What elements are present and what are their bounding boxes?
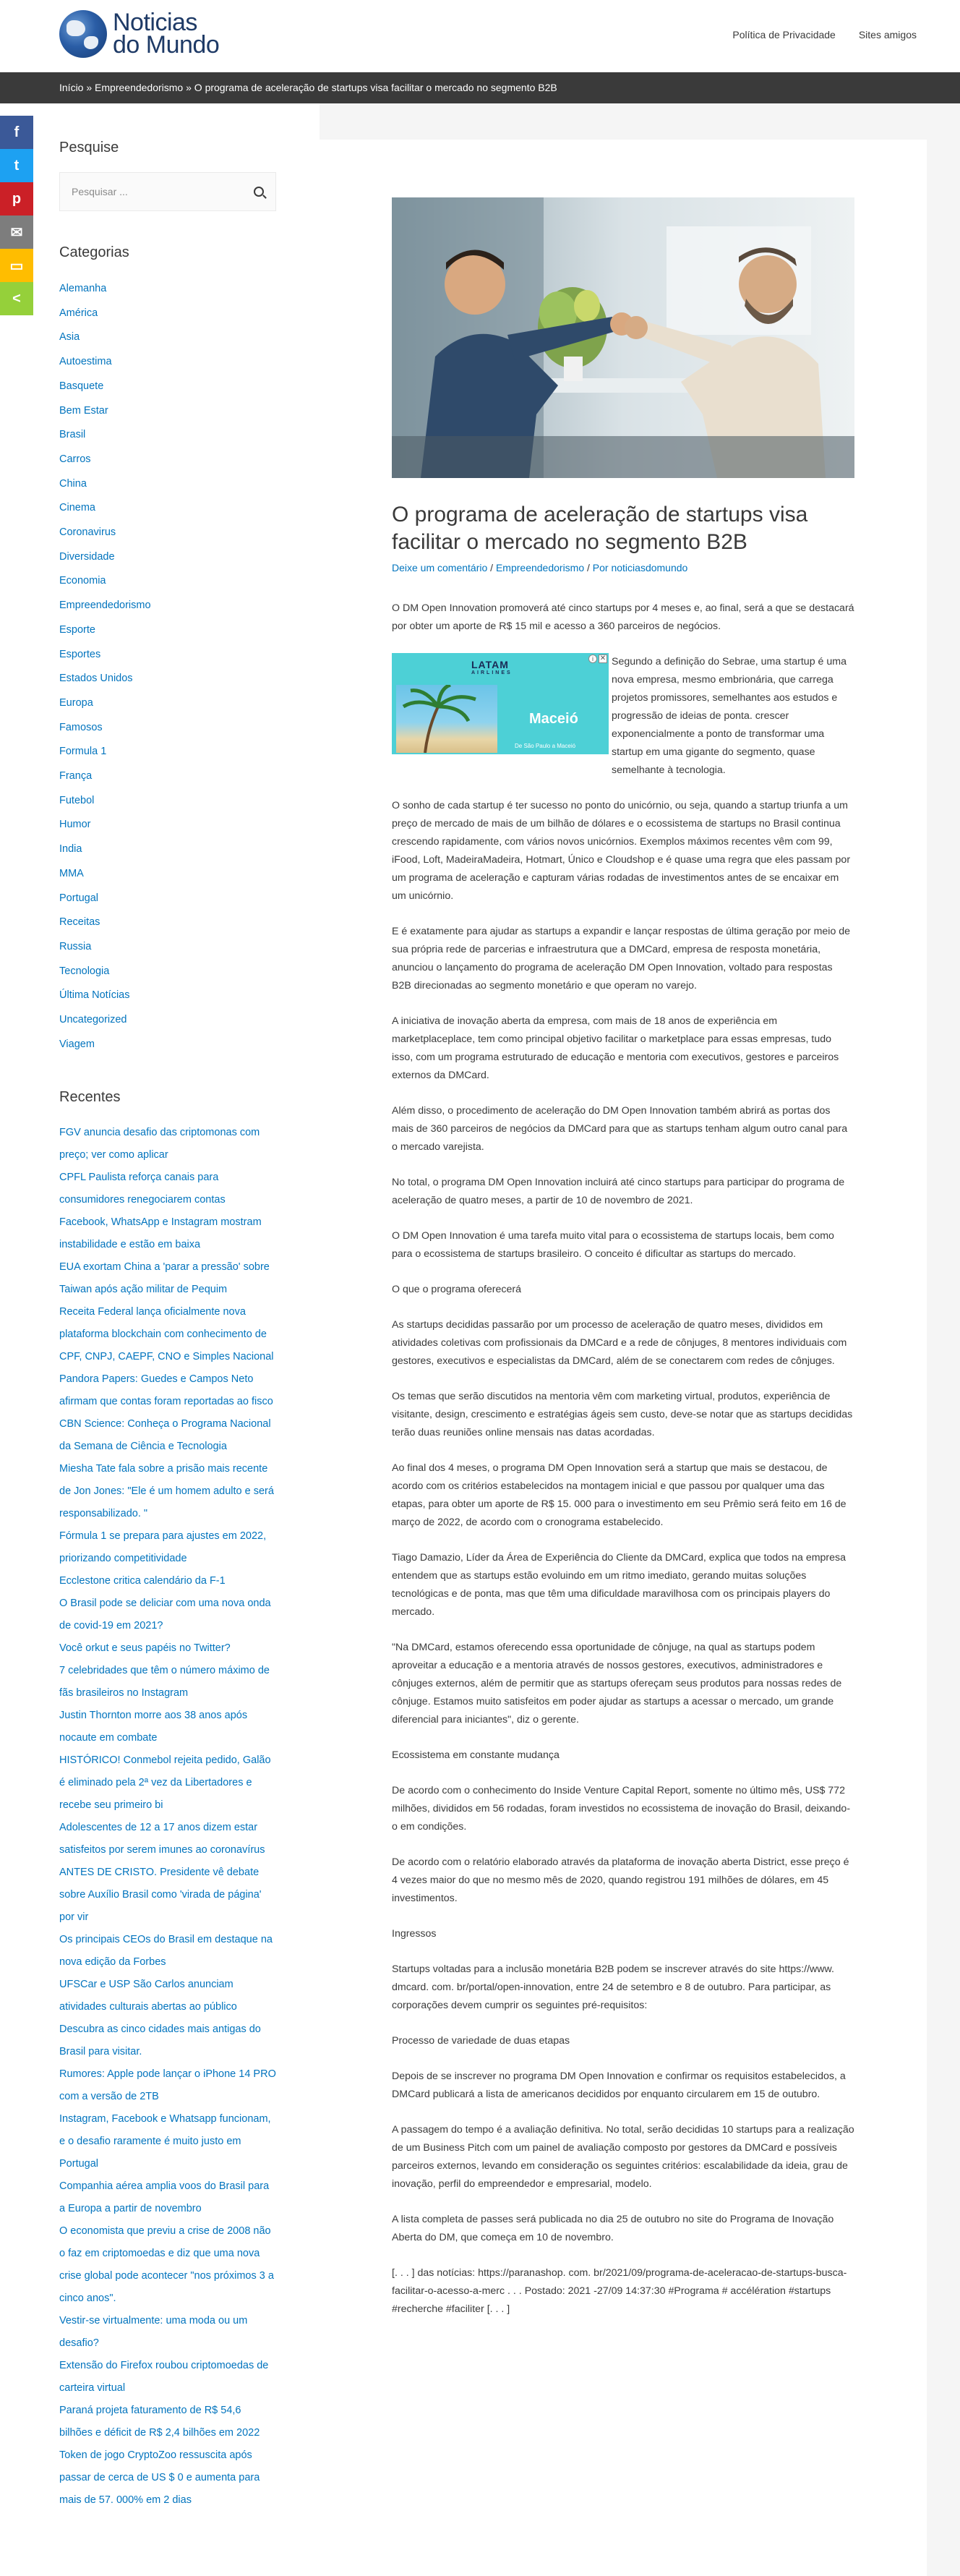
categories-heading: Categorias [59,244,129,260]
article-source: [. . . ] das notícias: https://paranashop. com. br/2021/09/programa-de-aceleracao-de-startups-busca-facilitar-o-acesso-a-merc . . . Postado: 2021 -27/09 14:37:30 #Programa # accélération #startups #recherche #faciliter [. . . ] [392,2267,847,2315]
recent-post-link[interactable]: Vestir-se virtualmente: uma moda ou um desafio? [59,2314,248,2349]
category-link[interactable]: França [59,770,93,782]
ad-banner[interactable] [392,653,609,754]
recent-post-item [59,2444,276,2512]
recent-post-item [59,1122,276,1167]
article-subheading: Ingressos [392,1928,437,1940]
category-item [59,960,320,984]
category-item [59,789,320,814]
recent-post-link[interactable]: CBN Science: Conheça o Programa Nacional da Semana de Ciência e Tecnologia [59,1417,271,1452]
category-link[interactable]: Portugal [59,892,99,904]
recent-post-link[interactable]: Token de jogo CryptoZoo ressuscita após passar de cerca de US $ 0 e aumenta para mais de 57. 000% em 2 dias [59,2449,260,2506]
recent-post-link[interactable]: O Brasil pode se deliciar com uma nova onda de covid-19 em 2021? [59,1597,271,1632]
globe-logo-icon [59,10,107,58]
category-item [59,277,320,302]
search-placeholder: Pesquisar ... [72,186,128,197]
article-meta [392,562,854,573]
category-item [59,594,320,618]
article-hero-image [392,197,854,478]
site-header [0,0,960,72]
category-item [59,910,320,935]
recent-post-link[interactable]: Descubra as cinco cidades mais antigas do Brasil para visitar. [59,2023,261,2057]
breadcrumb-category[interactable]: Empreendedorismo [95,82,184,93]
category-link[interactable]: Formula 1 [59,746,107,758]
recent-post-item [59,2175,276,2220]
site-logo[interactable] [59,10,219,58]
ad-city: Maceió [529,711,578,727]
ad-brand-name: LATAM [471,659,509,670]
article-paragraph: Segundo a definição do Sebrae, uma startup é uma nova empresa, mesmo embrionária, que carrega projetos promissores, semelhantes aos estudos e progressão de ideias de ponta. crescer exponencialmente a ponto de transformar uma startup em uma gigante do segmento, quase semelhante à tecnologia. [612,656,847,776]
recent-post-item [59,1660,276,1705]
category-link[interactable]: Europa [59,696,93,709]
breadcrumb-home[interactable]: Início [59,82,84,93]
recent-post-link[interactable]: Ecclestone critica calendário da F-1 [59,1574,226,1587]
logo-line-2: do Mundo [113,31,220,59]
recent-post-item [59,1301,276,1368]
category-item [59,472,320,497]
category-item [59,350,320,375]
article-paragraph: De acordo com o relatório elaborado através da plataforma de inovação aberta District, esse preço é 4 vezes maior do que no mesmo mês de 2020, quando registrou 191 milhões de dólares, em 45 investimentos. [392,1856,849,1904]
category-link[interactable]: Bem Estar [59,404,108,417]
search-icon[interactable] [254,187,264,197]
ad-route: De São Paulo a Maceió [515,743,576,749]
category-item [59,887,320,911]
recent-post-item [59,1592,276,1637]
recent-post-item [59,1974,276,2018]
share-icon[interactable]: < [0,282,33,315]
category-item [59,740,320,764]
nav-privacy-policy[interactable]: Política de Privacidade [732,29,836,40]
recent-post-link[interactable]: Instagram, Facebook e Whatsapp funcionam, e o desafio raramente é muito justo em Portugal [59,2112,271,2170]
article-paragraph: A lista completa de passes será publicada no dia 25 de outubro no site do Programa de Inovação Aberta do DM, que começa em 10 de novembro. [392,2214,834,2243]
article-subheading: Processo de variedade de duas etapas [392,2035,570,2047]
category-link[interactable]: MMA [59,867,84,879]
recent-post-item [59,1368,276,1413]
article-paragraph: Depois de se inscrever no programa DM Open Innovation e confirmar os requisitos estabelecidos, a DMCard publicará a lista de americanos decididos por enquanto circularem em 15 de outubro. [392,2070,846,2100]
recent-post-link[interactable]: UFSCar e USP São Carlos anunciam atividades culturais abertas ao público [59,1978,237,2013]
recent-post-item [59,2018,276,2063]
category-item [59,1033,320,1057]
article-title: O programa de aceleração de startups visa facilitar o mercado no segmento B2B [392,503,808,554]
article-container [320,140,927,2576]
article-subheading: Ecossistema em constante mudança [392,1749,560,1761]
logo-text [113,9,220,59]
recent-post-link[interactable]: Adolescentes de 12 a 17 anos dizem estar satisfeitos por serem imunes ao coronavírus [59,1821,265,1856]
email-icon[interactable]: ✉ [0,216,33,249]
meta-separator: / [487,562,496,573]
recent-post-link[interactable]: EUA exortam China a 'parar a pressão' sobre Taiwan após ação militar de Pequim [59,1261,270,1295]
category-item [59,496,320,521]
recent-post-link[interactable]: 7 celebridades que têm o número máximo de fãs brasileiros no Instagram [59,1664,270,1699]
category-item [59,643,320,668]
recent-post-item [59,1458,276,1525]
article-body [392,600,854,2319]
category-link[interactable]: Estados Unidos [59,673,133,685]
recent-post-link[interactable]: Fórmula 1 se prepara para ajustes em 2022, priorizando competitividade [59,1530,267,1564]
category-link[interactable]: América [59,307,98,319]
sms-icon[interactable]: ▭ [0,249,33,282]
recent-post-link[interactable]: Miesha Tate fala sobre a prisão mais recente de Jon Jones: "Ele é um homem adulto e será responsabilizado. " [59,1462,274,1519]
facebook-icon[interactable]: f [0,116,33,149]
recent-post-link[interactable]: ANTES DE CRISTO. Presidente vê debate sobre Auxílio Brasil como 'virada de página' por vir [59,1866,262,1923]
recent-post-link[interactable]: FGV anuncia desafio das criptomonas com preço; ver como aplicar [59,1126,260,1161]
twitter-icon[interactable]: t [0,149,33,182]
category-item [59,399,320,424]
article-paragraph: No total, o programa DM Open Innovation incluirá até cinco startups para participar do programa de aceleração de quatro meses, a partir de 10 de novembro de 2021. [392,1177,845,1206]
recent-post-item [59,1413,276,1458]
recent-post-item [59,2400,276,2444]
recent-post-item [59,2310,276,2355]
fist-bump-photo [392,197,854,478]
category-item [59,716,320,741]
logo-line-1: Noticias [113,9,197,36]
category-item [59,984,320,1008]
recent-post-item [59,1637,276,1660]
article-paragraph: As startups decididas passarão por um processo de aceleração de quatro meses, divididos em atividades coletivas com profissionais da DMCard e a rede de cônjuges, 8 mentores individuais com gestores, executivos e especialistas da DMCard, além de se conectarem com redes de cônjuges. [392,1319,847,1367]
recent-post-link[interactable]: Pandora Papers: Guedes e Campos Neto afirmam que contas foram reportadas ao fisco [59,1373,273,1407]
recent-post-item [59,2063,276,2108]
category-item [59,521,320,545]
article-paragraph: Ao final dos 4 meses, o programa DM Open Innovation será a startup que mais se destacou, de acordo com os critérios estabelecidos na montagem inicial e que passou por qualquer uma das etapas, para obter um aporte de R$ 15. 000 para o investimento em seu Prêmio será feito em 16 de março de 2022, de acordo com o cronograma estabelecido. [392,1462,847,1528]
article-paragraph: Tiago Damazio, Líder da Área de Experiência do Cliente da DMCard, explica que todos na empresa entendem que as startups estão evoluindo em um ritmo imediato, gerando muitas soluções tecnológicas e de ponta, mas que têm uma dificuldade maravilhosa com os principais players do mercado. [392,1552,847,1618]
palm-tree-icon [396,685,497,753]
article-paragraph: O DM Open Innovation é uma tarefa muito vital para o ecossistema de startups locais, bem como para o ecossistema de startups brasileiro. O conceito é dificultar as startups do mercado. [392,1230,834,1260]
category-list [59,277,320,1057]
article-paragraph: Startups voltadas para a inclusão monetária B2B podem se inscrever através do site https://www. dmcard. com. br/portal/open-innovation, entre 24 de setembro e 8 de outubro. Para participar, as corporações devem cumprir os seguintes pré-requisitos: [392,1963,834,2011]
recent-post-item [59,1749,276,1817]
article-paragraph: De acordo com o conhecimento do Inside Venture Capital Report, somente no último mês, US$ 772 milhões, divididos em 56 rodadas, foram investidos no ecossistema de inovação do Brasil, deixando-o em condições. [392,1785,851,1833]
article-subheading: O que o programa oferecerá [392,1284,522,1295]
article-paragraph: O sonho de cada startup é ter sucesso no ponto do unicórnio, ou seja, quando a startup triunfa a um preço de mercado de mais de um bilhão de dólares e o ecossistema de startups no Brasil continua crescendo rapidamente, com vários novos unicórnios. Exemplos máximos recentes vêm com 99, iFood, Loft, MadeiraMadeira, Hotmart, Único e Cloudshop e é quase uma regra que eles passam por um programa de aceleração e capturam várias rodadas de investimentos antes de se encaixar em um unicórnio. [392,800,851,902]
recent-post-link[interactable]: Rumores: Apple pode lançar o iPhone 14 PRO com a versão de 2TB [59,2068,276,2102]
comment-link[interactable]: Deixe um comentário [392,562,488,573]
category-item [59,1008,320,1033]
category-item [59,618,320,643]
breadcrumb [0,72,960,103]
ad-brand-sub: AIRLINES [471,670,513,675]
recent-post-link[interactable]: HISTÓRICO! Conmebol rejeita pedido, Galão é eliminado pela 2ª vez da Libertadores e recebe seu primeiro bi [59,1754,271,1811]
recent-post-item [59,1167,276,1211]
category-link[interactable]: Última Notícias [59,989,130,1002]
category-item [59,667,320,691]
category-link[interactable]: Empreendedorismo [59,600,151,612]
article-paragraph: A passagem do tempo é a avaliação definitiva. No total, serão decididas 10 startups para a realização de um Business Pitch com um painel de avaliação composto por gestores da DMCard e possíveis parceiros externos, levando em consideração os seguintes critérios: escalabilidade da ideia, grau de inovação, perfil do empreendedor e empresarial, modelo. [392,2124,854,2190]
article-paragraph: Além disso, o procedimento de aceleração do DM Open Innovation também abrirá as portas dos mais de 360 parceiros de negócios da DMCard para que as startups tenham algum outro canal para o mercado varejista. [392,1105,848,1153]
category-item [59,423,320,448]
category-link[interactable]: Esporte [59,623,95,636]
category-item [59,813,320,837]
beach-photo [396,685,497,753]
category-item [59,375,320,399]
article-paragraph: A iniciativa de inovação aberta da empresa, com mais de 18 anos de experiência em marketplaceplace, tem como principal objetivo facilitar o marketplace para essas empresas, tudo isso, com um programa estruturado de educação e mentoria com executivos, gestores e parceiros externos da DMCard. [392,1015,839,1081]
top-nav [732,29,917,40]
recent-post-item [59,2108,276,2175]
category-link[interactable]: Viagem [59,1038,95,1050]
category-item [59,862,320,887]
recent-post-link[interactable]: Você orkut e seus papéis no Twitter? [59,1642,231,1654]
article-paragraph: O DM Open Innovation promoverá até cinco startups por 4 meses e, ao final, será a que se destacará por obter um aporte de R$ 15 mil e acesso a 360 parceiros de negócios. [392,602,854,632]
category-link[interactable]: Futebol [59,794,95,806]
recent-post-link[interactable]: Justin Thornton morre aos 38 anos após nocaute em combate [59,1709,248,1744]
category-link[interactable]: Autoestima [59,356,112,368]
category-link[interactable]: Tecnologia [59,965,110,977]
recent-post-link[interactable]: O economista que previu a crise de 2008 não o faz em criptomoedas e diz que uma nova crise global pode acontecer "nos próximos 3 a cinco anos". [59,2225,274,2304]
category-item [59,837,320,862]
recent-post-item [59,1525,276,1570]
recent-post-item [59,1256,276,1301]
pinterest-icon[interactable]: p [0,182,33,216]
search-heading: Pesquise [59,140,119,155]
recent-post-link[interactable]: Extensão do Firefox roubou criptomoedas de carteira virtual [59,2359,269,2394]
author-link[interactable]: Por noticiasdomundo [592,562,688,573]
category-link[interactable]: Humor [59,819,91,831]
ad-brand [471,659,513,675]
recent-post-item [59,1570,276,1592]
category-link[interactable]: Diversidade [59,550,115,563]
category-link[interactable]: India [59,843,82,856]
recent-post-link[interactable]: Os principais CEOs do Brasil em destaque na nova edição da Forbes [59,1933,273,1968]
recent-post-item [59,1861,276,1929]
category-item [59,302,320,326]
category-link[interactable]: China [59,477,87,490]
category-item [59,691,320,716]
category-item [59,448,320,472]
search-input[interactable] [59,172,276,211]
recent-post-link[interactable]: Receita Federal lança oficialmente nova plataforma blockchain com conhecimento de CPF, CNPJ, CAEPF, CNO e Simples Nacional [59,1305,274,1362]
nav-friend-sites[interactable]: Sites amigos [858,29,917,40]
category-link[interactable]: Esportes [59,648,101,660]
recent-posts-list [59,1122,276,2512]
recent-post-item [59,2355,276,2400]
category-item [59,325,320,350]
category-link[interactable]: Famosos [59,721,103,733]
category-link[interactable]: Russia [59,940,92,952]
category-link[interactable]: Empreendedorismo [495,562,585,573]
category-link[interactable]: Coronavirus [59,526,116,539]
recent-post-item [59,1705,276,1749]
category-link[interactable]: Alemanha [59,283,107,294]
ad-close-icon[interactable]: ✕ [599,654,607,662]
sidebar [0,103,320,2576]
recent-post-link[interactable]: Paraná projeta faturamento de R$ 54,6 bilhões e déficit de R$ 2,4 bilhões em 2022 [59,2404,260,2439]
recent-post-link[interactable]: Facebook, WhatsApp e Instagram mostram instabilidade e estão em baixa [59,1216,262,1250]
share-bar [0,116,33,315]
category-link[interactable]: Economia [59,575,106,587]
recent-post-link[interactable]: Companhia aérea amplia voos do Brasil para a Europa a partir de novembro [59,2180,270,2214]
breadcrumb-separator: » [183,82,194,93]
category-link[interactable]: Receitas [59,916,100,929]
category-item [59,764,320,789]
ad-info-icon[interactable]: i [588,654,597,663]
page-layout [0,103,960,2576]
article-paragraph: E é exatamente para ajudar as startups a expandir e lançar respostas de última geração por meio de sua própria rede de parcerias e infraestrutura que a DMCard, empresa de resposta monetária, anunciou o lançamento do programa de aceleração DM Open Innovation, voltado para respostas B2B direcionadas ao segmento monetário e que operam no varejo. [392,926,851,991]
category-link[interactable]: Brasil [59,429,86,441]
category-link[interactable]: Cinema [59,502,95,514]
recent-post-item [59,2220,276,2310]
category-item [59,935,320,960]
recent-post-item [59,1211,276,1256]
meta-separator: / [584,562,593,573]
recent-post-link[interactable]: CPFL Paulista reforça canais para consumidores renegociarem contas [59,1171,226,1206]
category-link[interactable]: Carros [59,453,91,465]
article-paragraph: Os temas que serão discutidos na mentoria vêm com marketing virtual, produtos, experiência de visitante, design, crescimento e estratégias ágeis sem custo, deve-se notar que as startups decididas terão duas reuniões online mensais nas datas acordadas. [392,1391,853,1438]
recent-post-item [59,1817,276,1861]
breadcrumb-separator: » [83,82,95,93]
category-link[interactable]: Uncategorized [59,1014,127,1026]
recent-post-item [59,1929,276,1974]
breadcrumb-current: O programa de aceleração de startups visa facilitar o mercado no segmento B2B [194,82,557,93]
article-quote: "Na DMCard, estamos oferecendo essa oportunidade de cônjuge, na qual as startups podem aproveitar a educação e a mentoria através de nossos gestores, executivos, administradores e cônjuges externos, além de permitir que as startups ofereçam seus produtos para nossas redes de cônjuge. Estamos muito satisfeitos em poder ajudar as startups a acessar o mercado, um grande diferencial para iniciantes", diz o gerente. [392,1642,842,1726]
category-item [59,545,320,570]
category-link[interactable]: Basquete [59,380,104,392]
recent-heading: Recentes [59,1088,121,1105]
category-item [59,569,320,594]
category-link[interactable]: Asia [59,331,80,344]
